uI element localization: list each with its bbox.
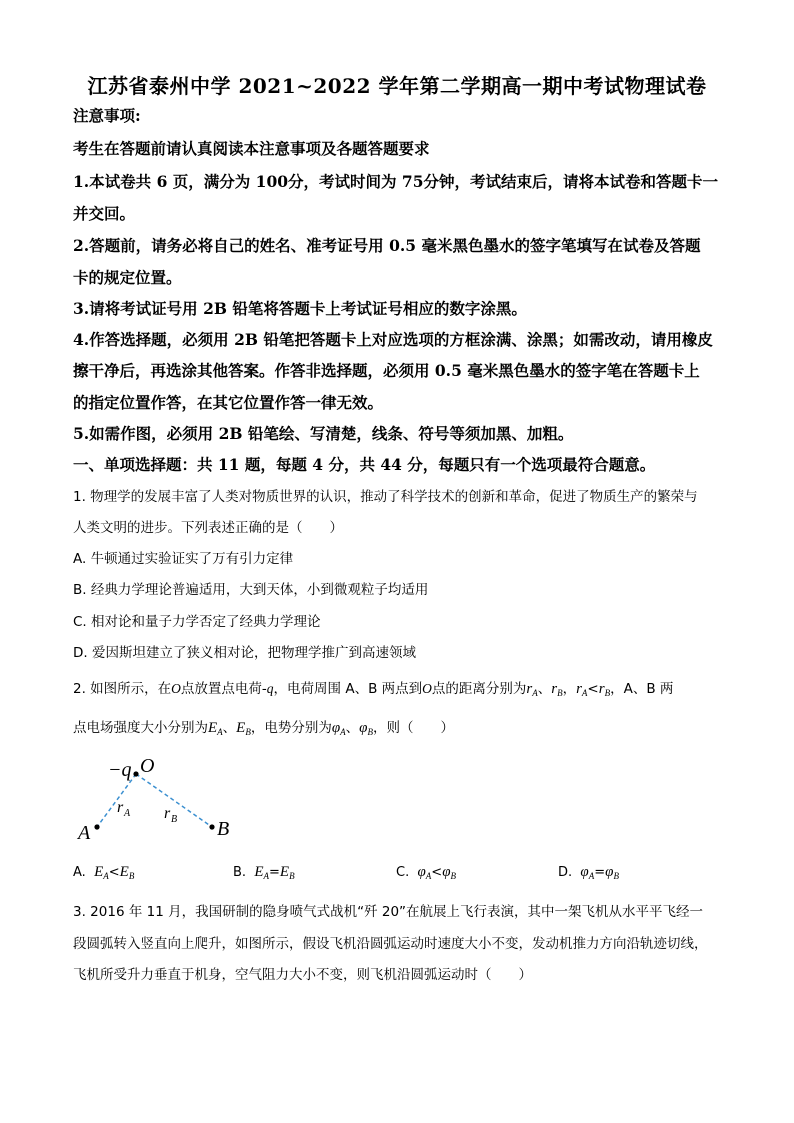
note-line-1: 1.本试卷共 6 页，满分为 100分，考试时间为 75分钟，考试结束后，请将本试卷和答题卡一 <box>73 172 718 191</box>
q1-stem-1: 1. 物理学的发展丰富了人类对物质世界的认识，推动了科学技术的创新和革命，促进了物质生产的繁荣与 <box>73 489 698 505</box>
label-a: A <box>78 822 91 844</box>
note-line-5: 3.请将考试证号用 2B 铅笔将答题卡上考试证号相应的数字涂黑。 <box>73 299 527 318</box>
note-line-9: 5.如需作图，必须用 2B 铅笔绘、写清楚，线条、符号等须加黑、加粗。 <box>73 424 574 443</box>
q1-option-d: D. 爱因斯坦建立了狭义相对论，把物理学推广到高速领域 <box>73 645 416 661</box>
q2-option-c: C. $\varphi_A<\varphi_B$ <box>396 864 457 881</box>
label-charge: −q <box>108 759 132 781</box>
q3-stem-2: 段圆弧转入竖直向上爬升，如图所示，假设飞机沿圆弧运动时速度大小不变，发动机推力方向沿轨迹切线， <box>73 936 708 952</box>
point-b <box>209 824 214 829</box>
label-rb-sub: B <box>171 814 178 825</box>
label-rb: r <box>164 805 171 822</box>
notes-intro: 考生在答题前请认真阅读本注意事项及各题答题要求 <box>73 139 430 158</box>
q2-option-d: D. $\varphi_A=\varphi_B$ <box>558 864 619 881</box>
label-b: B <box>217 818 230 840</box>
q1-stem-2: 人类文明的进步。下列表述正确的是（ ） <box>73 520 343 536</box>
q3-stem-3: 飞机所受升力垂直于机身，空气阻力大小不变，则飞机沿圆弧运动时（ ） <box>73 967 532 983</box>
note-line-7: 擦干净后，再选涂其他答案。作答非选择题，必须用 0.5 毫米黑色墨水的签字笔在答题卡上 <box>73 361 700 380</box>
q2-figure <box>70 752 250 847</box>
note-line-2: 并交回。 <box>73 204 136 223</box>
q1-option-c: C. 相对论和量子力学否定了经典力学理论 <box>73 614 321 630</box>
point-o <box>133 771 138 776</box>
note-line-6: 4.作答选择题，必须用 2B 铅笔把答题卡上对应选项的方框涂满、涂黑；如需改动，请用橡皮 <box>73 330 713 349</box>
q1-option-a: A. 牛顿通过实验证实了万有引力定律 <box>73 551 294 567</box>
label-ra-sub: A <box>124 808 131 819</box>
label-o: O <box>140 755 155 777</box>
q3-stem-1: 3. 2016 年 11 月，我国研制的隐身喷气式战机“歼 20”在航展上飞行表演，其中一架飞机从水平平飞经一 <box>73 904 704 920</box>
q2-stem-1: 2. 如图所示，在O点放置点电荷-q，电荷周围 A、B 两点到O点的距离分别为$r_A$、$r_B$，$r_A<r_B$，A、B 两 <box>73 681 674 698</box>
q2-options <box>73 864 733 884</box>
point-a <box>94 824 99 829</box>
q1-option-b: B. 经典力学理论普遍适用，大到天体，小到微观粒子均适用 <box>73 582 429 598</box>
q2-stem-2: 点电场强度大小分别为$E_A$、$E_B$，电势分别为$\varphi_A$、$\varphi_B$，则（ ） <box>73 720 454 737</box>
label-ra: r <box>117 799 124 816</box>
page-title: 江苏省泰州中学 2021~2022 学年第二学期高一期中考试物理试卷 <box>87 74 707 98</box>
q2-option-b: B. $E_A=E_B$ <box>233 864 295 881</box>
note-line-4: 卡的规定位置。 <box>73 268 182 287</box>
note-line-3: 2.答题前，请务必将自己的姓名、准考证号用 0.5 毫米黑色墨水的签字笔填写在试卷及答题 <box>73 236 701 255</box>
q2-option-a: A. $E_A<E_B$ <box>73 864 135 881</box>
section-heading: 一、单项选择题：共 11 题，每题 4 分，共 44 分，每题只有一个选项最符合题意。 <box>73 455 656 474</box>
note-line-8: 的指定位置作答，在其它位置作答一律无效。 <box>73 393 384 412</box>
notes-heading: 注意事项: <box>73 106 141 125</box>
